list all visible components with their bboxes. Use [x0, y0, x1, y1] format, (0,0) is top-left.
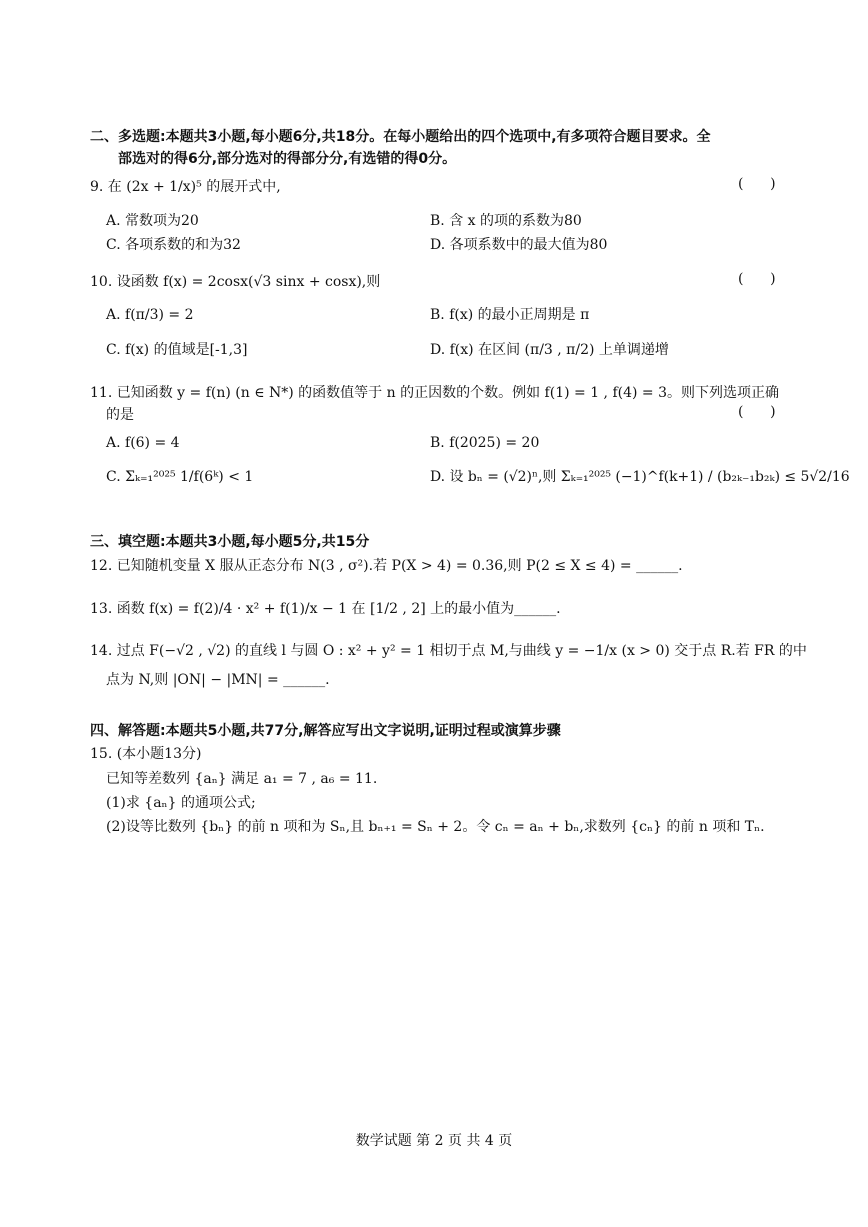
q10-option-a: A. f(π/3) = 2 [106, 307, 194, 323]
q11-option-a: A. f(6) = 4 [106, 435, 180, 451]
section3-heading: 三、填空题:本题共3小题,每小题5分,共15分 [90, 534, 370, 550]
q9-option-a: A. 常数项为20 [106, 213, 199, 229]
q11-stem-line2: 的是 [106, 407, 134, 423]
q9-option-d: D. 各项系数中的最大值为80 [430, 237, 608, 253]
q10-option-c: C. f(x) 的值域是[-1,3] [106, 342, 248, 358]
q10-option-d: D. f(x) 在区间 (π/3 , π/2) 上单调递增 [430, 342, 669, 358]
q11-stem-line1: 11. 已知函数 y = f(n) (n ∈ N*) 的函数值等于 n 的正因数的个数。例如 f(1) = 1 , f(4) = 3。则下列选项正确 [90, 385, 779, 401]
q14-line2: 点为 N,则 |ON| − |MN| = ______. [106, 672, 330, 688]
q14-line1: 14. 过点 F(−√2 , √2) 的直线 l 与圆 O : x² + y² = 1 相切于点 M,与曲线 y = −1/x (x > 0) 交于点 R.若 FR 的中 [90, 643, 807, 659]
q15-part2: (2)设等比数列 {bₙ} 的前 n 项和为 Sₙ,且 bₙ₊₁ = Sₙ + 2。令 cₙ = aₙ + bₙ,求数列 {cₙ} 的前 n 项和 Tₙ. [106, 819, 765, 835]
q15-given: 已知等差数列 {aₙ} 满足 a₁ = 7 , a₆ = 11. [106, 771, 378, 787]
q15-title: 15. (本小题13分) [90, 746, 202, 762]
q9-answer-paren: ( ) [738, 176, 776, 192]
section4-heading: 四、解答题:本题共5小题,共77分,解答应写出文字说明,证明过程或演算步骤 [90, 723, 561, 739]
q9-stem: 9. 在 (2x + 1/x)⁵ 的展开式中, [90, 179, 281, 195]
q9-option-b: B. 含 x 的项的系数为80 [430, 213, 582, 229]
q10-option-b: B. f(x) 的最小正周期是 π [430, 307, 590, 323]
q11-option-b: B. f(2025) = 20 [430, 435, 540, 451]
q12-text: 12. 已知随机变量 X 服从正态分布 N(3 , σ²).若 P(X > 4) = 0.36,则 P(2 ≤ X ≤ 4) = ______. [90, 558, 683, 574]
q10-answer-paren: ( ) [738, 271, 776, 287]
q11-option-d: D. 设 bₙ = (√2)ⁿ,则 Σₖ₌₁²⁰²⁵ (−1)^f(k+1) / (b₂ₖ₋₁b₂ₖ) ≤ 5√2/16 [430, 469, 850, 485]
q11-option-c: C. Σₖ₌₁²⁰²⁵ 1/f(6ᵏ) < 1 [106, 469, 254, 485]
section2-heading-line2: 部选对的得6分,部分选对的得部分分,有选错的得0分。 [118, 151, 457, 167]
q9-option-c: C. 各项系数的和为32 [106, 237, 241, 253]
q11-answer-paren: ( ) [738, 404, 776, 420]
q15-part1: (1)求 {aₙ} 的通项公式; [106, 795, 256, 811]
q10-stem: 10. 设函数 f(x) = 2cosx(√3 sinx + cosx),则 [90, 274, 381, 290]
page-footer: 数学试题 第 2 页 共 4 页 [355, 1133, 513, 1149]
section2-heading-line1: 二、多选题:本题共3小题,每小题6分,共18分。在每小题给出的四个选项中,有多项符合题目要求。全 [90, 129, 711, 145]
q13-text: 13. 函数 f(x) = f(2)/4 · x² + f(1)/x − 1 在 [1/2 , 2] 上的最小值为______. [90, 601, 561, 617]
